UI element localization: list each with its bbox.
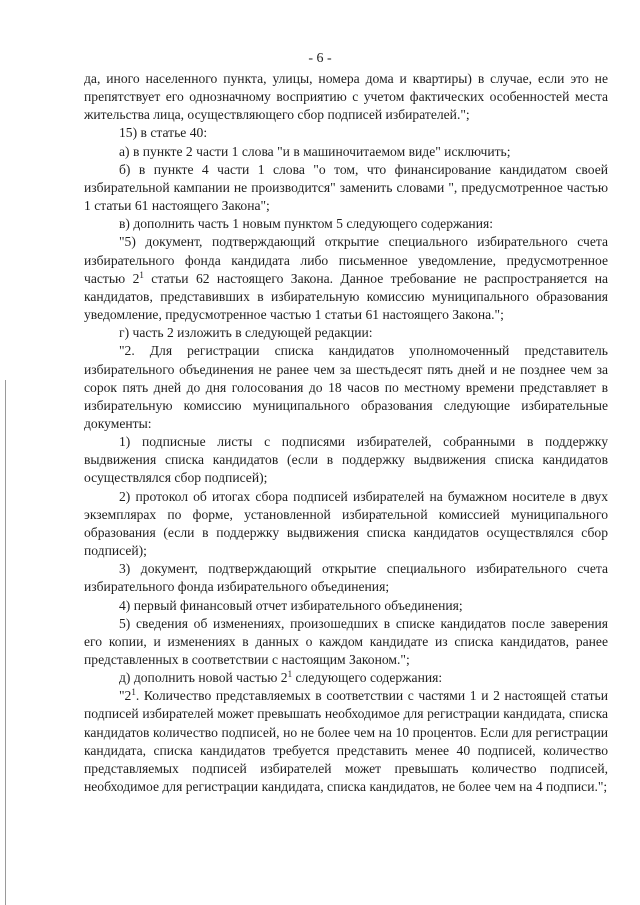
paragraph-sub-g: г) часть 2 изложить в следующей редакции:: [119, 325, 373, 341]
paragraph-doc-2: 2) протокол об итогах сбора подписей избирателей на бумажном носителе в двух экземплярах по форме, установленной избирательной комиссией муниципального образования (если в поддержку выдвижения списка кандидатов осуществлялся сбор подписей);: [84, 488, 608, 559]
paragraph-sub-b: б) в пункте 4 части 1 слова "о том, что финансирование кандидатом своей избирательной кампании не производится" заменить словами ", предусмотренное частью 1 статьи 61 настоящего Закона";: [84, 161, 608, 214]
paragraph-sub-v: в) дополнить часть 1 новым пунктом 5 следующего содержания:: [119, 216, 494, 232]
paragraph-point-5: "5) документ, подтверждающий открытие специального избирательного счета избирательного фонда кандидата либо письменное уведомление, предусмотренное частью $2^1$ статьи 62 настоящего Закона. Данное требование не распространяется на кандидатов, представивших в избирательную комиссию муниципального образования уведомление, предусмотренное частью 1 статьи 61 настоящего Закона.";: [84, 234, 608, 323]
paragraph-sub-a: а) в пункте 2 части 1 слова "и в машиночитаемом виде" исключить;: [119, 143, 511, 159]
paragraph-doc-4: 4) первый финансовый отчет избирательного объединения;: [119, 597, 463, 613]
paragraph-continuation: да, иного населенного пункта, улицы, номера дома и квартиры) в случае, если это не препятствует его однозначному восприятию с учетом фактических особенностей места жительства лица, осуществляющего сбор подписей избирателей.";: [84, 71, 608, 123]
paragraph-sub-d: д) дополнить новой частью $2^1$ следующего содержания:: [119, 669, 443, 686]
paragraph-item-15: 15) в статье 40:: [119, 125, 208, 141]
paragraph-doc-3: 3) документ, подтверждающий открытие специального избирательного счета избирательного фонда избирательного объединения;: [84, 561, 608, 595]
paragraph-doc-1: 1) подписные листы с подписями избирателей, собранными в поддержку выдвижения списка кандидатов (если в поддержку выдвижения списка кандидатов осуществлялся сбор подписей);: [84, 434, 608, 486]
paragraph-part-2-1: "$2^1$. Количество представляемых в соответствии с частями 1 и 2 настоящей статьи подписей избирателей может превышать необходимое для регистрации кандидата, списка кандидатов количество подписей, но не более чем на 10 процентов. Если для регистрации кандидата, списка кандидатов требуется представить менее 40 подписей, количество представляемых подписей избирателей может превышать количество подписей, необходимое для регистрации кандидата, списка кандидатов, не более чем на 4 подписи.";: [84, 687, 608, 795]
document-body: [84, 70, 608, 796]
paragraph-doc-5: 5) сведения об изменениях, произошедших в списке кандидатов после заверения его копии, и изменениях в данных о каждом кандидате из списка кандидатов, ранее представленных в соответствии с настоящим Законом.";: [84, 615, 608, 667]
scan-edge-line: [5, 380, 6, 905]
paragraph-part-2: "2. Для регистрации списка кандидатов уполномоченный представитель избирательного объединения не ранее чем за шестьдесят пять дней и не позднее чем за сорок пять дней до дня голосования до 18 часов по местному времени представляет в избирательную комиссию муниципального образования следующие избирательные документы:: [84, 343, 608, 431]
page-number: - 6 -: [308, 51, 332, 66]
